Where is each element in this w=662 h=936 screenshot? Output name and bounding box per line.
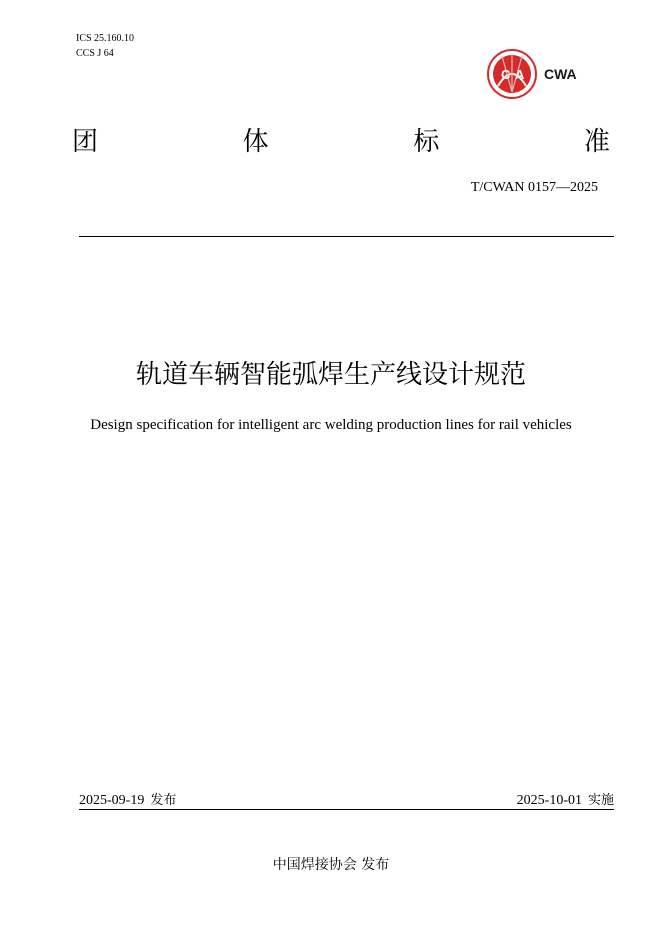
svg-text:A: A bbox=[515, 67, 525, 82]
ics-code: ICS 25.160.10 bbox=[76, 33, 135, 44]
effective-date: 2025-10-01 bbox=[516, 793, 582, 808]
title-char: 团 bbox=[72, 127, 99, 157]
title-char: 体 bbox=[242, 127, 269, 157]
document-title-en: Design specification for intelligent arc welding production lines for rail vehicles bbox=[90, 417, 572, 433]
ccs-code: CCS J 64 bbox=[76, 48, 114, 59]
document-title-cn: 轨道车辆智能弧焊生产线设计规范 bbox=[135, 360, 526, 390]
issue-label: 发布 bbox=[150, 793, 177, 808]
date-row bbox=[79, 789, 614, 809]
effective-label: 实施 bbox=[587, 793, 614, 808]
standard-type-title bbox=[72, 124, 610, 160]
footer-divider bbox=[79, 809, 614, 810]
header-divider bbox=[79, 236, 614, 237]
standard-number: T/CWAN 0157—2025 bbox=[470, 180, 598, 195]
title-char: 标 bbox=[413, 127, 440, 157]
cwa-logo-icon bbox=[486, 42, 594, 110]
publisher: 中国焊接协会 发布 bbox=[272, 857, 390, 873]
issue-info bbox=[79, 789, 176, 809]
title-char: 准 bbox=[583, 127, 610, 157]
logo-text: CWA bbox=[544, 66, 577, 82]
issue-date: 2025-09-19 bbox=[79, 793, 145, 808]
effective-info bbox=[517, 789, 614, 809]
svg-text:C: C bbox=[501, 67, 511, 82]
